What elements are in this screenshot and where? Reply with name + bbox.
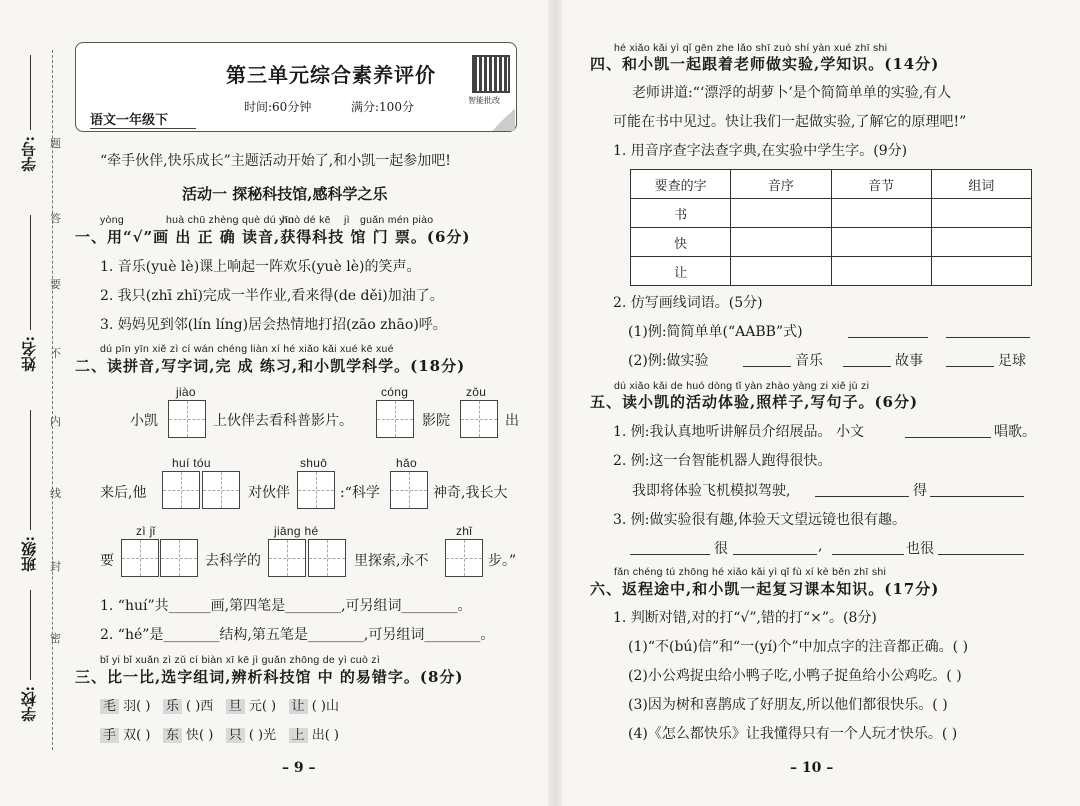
sentence-part: 小凯 [130, 413, 158, 429]
pinyin-line: huà chū zhèng què dú yīn [166, 214, 295, 226]
pinyin-hint: zǒu [466, 385, 487, 399]
compare-blank[interactable]: 快( ) [186, 728, 214, 743]
judge-item[interactable]: (4)《怎么都快乐》让我懂得只有一个人玩才快乐。( ) [628, 726, 958, 742]
pinyin-hint: zhǐ [456, 524, 473, 538]
writing-box[interactable] [460, 400, 498, 438]
section-2-title: 二、读拼音,写字词,完 成 练习,和小凯学科学。(18分) [75, 357, 466, 375]
pinyin-hint: huí tóu [172, 456, 211, 470]
passage-line: 老师讲道:“‘漂浮的胡萝卜’是个简简单单的实验,有人 [632, 85, 952, 101]
sentence-part: 步。” [488, 553, 517, 569]
answer-blank[interactable] [938, 554, 1024, 555]
question-1-1[interactable]: 1. 音乐(yuè lè)课上响起一阵欢乐(yuè lè)的笑声。 [100, 259, 421, 275]
question-1-3[interactable]: 3. 妈妈见到邻(lín líng)居会热情地打招(zāo zhāo)呼。 [100, 317, 447, 333]
compare-char: 手 [100, 728, 119, 743]
xingming-label: 姓名: [20, 336, 38, 372]
seal-word: 答 [50, 212, 61, 225]
answer-blank[interactable] [946, 337, 1030, 338]
sentence-part: 里探索,永不 [354, 553, 429, 569]
banji-field[interactable] [30, 410, 31, 530]
table-cell-input[interactable] [831, 228, 931, 257]
sentence-part: 出 [505, 413, 519, 429]
compare-blank[interactable]: ( )山 [311, 699, 339, 714]
seal-word: 要 [50, 278, 61, 291]
question-4-1: 1. 用音序查字法查字典,在实验中学生字。(9分) [613, 143, 908, 159]
example-2-word: 故事 [895, 353, 923, 369]
xuexiao-field[interactable] [30, 590, 31, 680]
pinyin-line: hé xiǎo kǎi yì qǐ gēn zhe lǎo shī zuò shí yàn xué zhī shi [614, 42, 888, 54]
pinyin-hint: jiào [176, 385, 196, 399]
compare-char: 旦 [226, 699, 245, 714]
answer-blank[interactable] [905, 437, 991, 438]
dictionary-table [630, 169, 1032, 286]
banji-label: 班级: [20, 536, 38, 572]
comma: , [818, 538, 823, 554]
page-number-right: – 10 – [790, 760, 834, 776]
question-5-2-line: 我即将体验飞机模拟驾驶, [632, 483, 791, 499]
sentence-part: 要 [100, 553, 114, 569]
pinyin-hint: shuō [300, 456, 328, 470]
section-6-title: 六、返程途中,和小凯一起复习课本知识。(17分) [590, 580, 940, 598]
sentence-part: 影院 [422, 413, 450, 429]
writing-box[interactable] [160, 539, 198, 577]
judge-item[interactable]: (3)因为树和喜鹊成了好朋友,所以他们都很快乐。( ) [628, 697, 948, 713]
writing-box[interactable] [202, 471, 240, 509]
pinyin-line: yòng [100, 214, 124, 226]
compare-blank[interactable]: 双( ) [123, 728, 151, 743]
table-header: 组词 [931, 170, 1031, 199]
question-1-2[interactable]: 2. 我只(zhī zhǐ)完成一半作业,看来得(de děi)加油了。 [100, 288, 444, 304]
compare-char: 上 [289, 728, 308, 743]
question-4-2: 2. 仿写画线词语。(5分) [613, 295, 763, 311]
page-title: 第三单元综合素养评价 [226, 63, 436, 87]
writing-box[interactable] [445, 539, 483, 577]
answer-blank[interactable] [832, 554, 904, 555]
judge-item[interactable]: (2)小公鸡捉虫给小鸭子吃,小鸭子捉鱼给小公鸡吃。( ) [628, 668, 962, 684]
table-row [631, 199, 1032, 228]
sentence-part: 上伙伴去看科普影片。 [213, 413, 353, 429]
question-5-2-de: 得 [913, 483, 927, 499]
pinyin-line: dú pīn yīn xiě zì cí wán chéng liàn xí hé xiǎo kǎi xué kē xué [100, 343, 394, 355]
answer-blank[interactable] [815, 496, 909, 497]
table-cell-input[interactable] [731, 199, 831, 228]
example-2-word: 足球 [998, 353, 1026, 369]
answer-blank[interactable] [930, 496, 1024, 497]
question-5-1-end: 唱歌。 [994, 424, 1036, 440]
compare-char: 只 [226, 728, 245, 743]
compare-char: 毛 [100, 699, 119, 714]
table-cell-input[interactable] [731, 257, 831, 286]
compare-blank[interactable]: 羽( ) [123, 699, 151, 714]
score-label: 满分:100分 [351, 100, 414, 114]
seal-word: 线 [50, 487, 61, 500]
header-card [75, 42, 517, 132]
compare-blank[interactable]: 元( ) [248, 699, 277, 714]
passage-line: 可能在书中见过。快让我们一起做实验,了解它的原理吧!” [613, 114, 967, 130]
writing-box[interactable] [390, 471, 428, 509]
xuehao-field[interactable] [30, 55, 31, 130]
question-6-1: 1. 判断对错,对的打“√”,错的打“×”。(8分) [613, 610, 877, 626]
question-2-1[interactable]: 1. “huí”共______画,第四笔是________,可另组词________。 [100, 598, 472, 614]
answer-blank[interactable] [743, 366, 791, 367]
sentence-part: :“科学 [340, 485, 380, 501]
activity-title: 活动一 探秘科技馆,感科学之乐 [182, 185, 388, 203]
pinyin-line: dú xiǎo kǎi de huó dòng tǐ yàn zhào yàng zi xiě jù zi [614, 380, 870, 392]
table-header: 音序 [731, 170, 831, 199]
seal-word: 不 [50, 347, 61, 360]
compare-blank[interactable]: ( )西 [186, 699, 214, 714]
pinyin-hint: jiāng hé [274, 524, 319, 538]
pinyin-line: jì [344, 214, 350, 226]
question-5-3-yehen: 也很 [906, 541, 934, 557]
writing-box[interactable] [121, 539, 159, 577]
table-cell-char: 快 [631, 228, 731, 257]
seal-word: 封 [50, 560, 61, 573]
time-label: 时间:60分钟 [244, 100, 312, 114]
page-curl-icon [491, 109, 515, 131]
writing-box[interactable] [168, 400, 206, 438]
question-2-2[interactable]: 2. “hé”是________结构,第五笔是________,可另组词________。 [100, 627, 495, 643]
table-cell-char: 让 [631, 257, 731, 286]
example-1: (1)例:简简单单(“AABB”式) [628, 324, 803, 340]
grade-label: 语文一年级下 [90, 109, 196, 129]
compare-blank[interactable]: 出( ) [311, 728, 339, 743]
table-row [631, 257, 1032, 286]
sentence-part: 来后,他 [100, 485, 147, 501]
writing-box[interactable] [376, 400, 414, 438]
judge-item[interactable]: (1)“不(bú)信”和“一(yí)个”中加点字的注音都正确。( ) [628, 639, 969, 655]
question-5-3: 3. 例:做实验很有趣,体验天文望远镜也很有趣。 [613, 512, 906, 528]
table-cell-input[interactable] [831, 257, 931, 286]
question-5-2: 2. 例:这一台智能机器人跑得很快。 [613, 453, 832, 469]
book-gutter [548, 0, 562, 806]
question-5-3-hen: 很 [714, 541, 728, 557]
writing-box[interactable] [162, 471, 200, 509]
xingming-field[interactable] [30, 215, 31, 330]
xuexiao-label: 学校: [20, 686, 38, 722]
table-cell-input[interactable] [931, 228, 1031, 257]
pinyin-line: guǎn mén piào [360, 214, 434, 226]
page-number-left: – 9 – [282, 760, 316, 776]
qr-caption: 智能批改 [468, 96, 500, 105]
sentence-part: 神奇,我长大 [433, 485, 508, 501]
sentence-part: 去科学的 [205, 553, 261, 569]
seal-word: 内 [50, 415, 61, 428]
qr-code-icon [472, 55, 510, 93]
answer-blank[interactable] [946, 366, 994, 367]
seal-word: 题 [50, 137, 61, 150]
pinyin-hint: hǎo [396, 456, 417, 470]
intro-text: “牵手伙伴,快乐成长”主题活动开始了,和小凯一起参加吧! [100, 153, 451, 169]
pinyin-line: fǎn chéng tú zhōng hé xiǎo kǎi yì qǐ fù xí kè běn zhī shi [614, 566, 887, 578]
compare-char: 让 [289, 699, 308, 714]
table-cell-input[interactable] [831, 199, 931, 228]
question-5-1: 1. 例:我认真地听讲解员介绍展品。 小文 [613, 424, 864, 440]
compare-char: 乐 [163, 699, 182, 714]
pinyin-hint: cóng [381, 385, 409, 399]
compare-char: 东 [163, 728, 182, 743]
section-3-title: 三、比一比,选字组词,辨析科技馆 中 的易错字。(8分) [75, 668, 464, 686]
pinyin-line: huò dé kē [282, 214, 331, 226]
pinyin-line: bǐ yi bǐ xuǎn zì zǔ cí biàn xī kē jì guǎn zhōng de yì cuò zì [100, 654, 381, 666]
table-cell-char: 书 [631, 199, 731, 228]
section-1-title: 一、用“√”画 出 正 确 读音,获得科技 馆 门 票。(6分) [75, 228, 471, 246]
writing-box[interactable] [308, 539, 346, 577]
table-cell-input[interactable] [931, 257, 1031, 286]
table-header: 要查的字 [631, 170, 731, 199]
table-cell-input[interactable] [931, 199, 1031, 228]
compare-row-1 [100, 695, 339, 714]
answer-blank[interactable] [843, 366, 891, 367]
answer-blank[interactable] [733, 554, 817, 555]
compare-blank[interactable]: ( )光 [248, 728, 277, 743]
writing-box[interactable] [297, 471, 335, 509]
answer-blank[interactable] [630, 554, 710, 555]
table-row [631, 228, 1032, 257]
example-2: (2)例:做实验 [628, 353, 709, 369]
xuehao-label: 学号: [20, 136, 38, 172]
seal-word: 密 [50, 632, 61, 645]
table-cell-input[interactable] [731, 228, 831, 257]
answer-blank[interactable] [848, 337, 928, 338]
writing-box[interactable] [268, 539, 306, 577]
section-4-title: 四、和小凯一起跟着老师做实验,学知识。(14分) [590, 55, 940, 73]
table-header: 音节 [831, 170, 931, 199]
example-2-word: 音乐 [795, 353, 823, 369]
section-5-title: 五、读小凯的活动体验,照样子,写句子。(6分) [590, 393, 919, 411]
pinyin-hint: zì jǐ [136, 524, 156, 538]
compare-row-2 [100, 724, 339, 743]
sentence-part: 对伙伴 [248, 485, 290, 501]
